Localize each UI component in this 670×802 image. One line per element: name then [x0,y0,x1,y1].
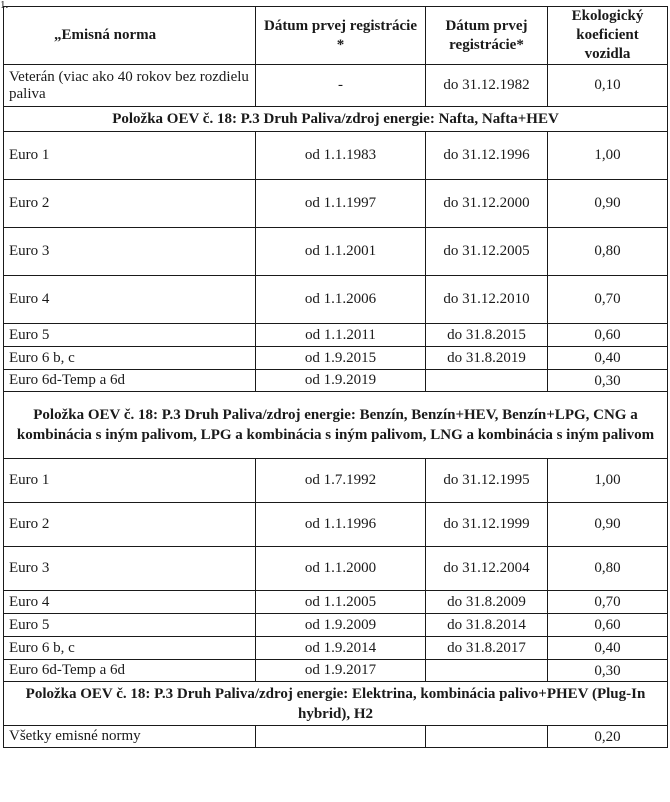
emission-coefficient-table [3,6,668,748]
cell-date-from [256,726,426,748]
cell-coefficient: 0,80 [548,228,668,276]
cell-date-to: do 31.8.2017 [426,637,548,660]
cell-date-from: od 1.9.2014 [256,637,426,660]
table-row [4,503,668,547]
cell-coefficient: 0,40 [548,637,668,660]
corner-mark: 1. [0,0,9,11]
cell-norm: Euro 2 [4,503,256,547]
cell-date-from: - [256,65,426,107]
table-row [4,459,668,503]
cell-coefficient: 0,70 [548,276,668,324]
table-row [4,370,668,392]
cell-date-to: do 31.12.2004 [426,547,548,591]
header-eco-coefficient: Ekologický koeficient vozidla [548,7,668,65]
cell-coefficient: 1,00 [548,459,668,503]
cell-norm: Euro 6 b, c [4,347,256,370]
section-header-diesel [4,107,668,132]
cell-date-from: od 1.1.2011 [256,324,426,347]
table-row [4,614,668,637]
cell-date-to: do 31.8.2019 [426,347,548,370]
cell-date-from: od 1.9.2017 [256,660,426,682]
table-row [4,591,668,614]
cell-date-to: do 31.12.1996 [426,132,548,180]
cell-coefficient: 0,90 [548,180,668,228]
cell-norm: Euro 3 [4,228,256,276]
cell-coefficient: 0,70 [548,591,668,614]
cell-norm: Euro 5 [4,614,256,637]
cell-date-from: od 1.1.1983 [256,132,426,180]
table-row [4,347,668,370]
cell-date-from: od 1.1.1996 [256,503,426,547]
cell-norm: Euro 4 [4,276,256,324]
cell-date-from: od 1.7.1992 [256,459,426,503]
cell-date-to: do 31.12.2000 [426,180,548,228]
cell-norm: Euro 2 [4,180,256,228]
cell-coefficient: 0,30 [548,660,668,682]
cell-date-to: do 31.8.2014 [426,614,548,637]
cell-coefficient: 0,40 [548,347,668,370]
section-title: Položka OEV č. 18: P.3 Druh Paliva/zdroj energie: Elektrina, kombinácia palivo+PHEV (Plug-In hybrid), H2 [4,682,668,726]
cell-norm: Euro 6 b, c [4,637,256,660]
cell-norm: Euro 1 [4,132,256,180]
cell-coefficient: 0,80 [548,547,668,591]
cell-coefficient: 0,60 [548,614,668,637]
cell-norm: Veterán (viac ako 40 rokov bez rozdielu paliva [4,65,256,107]
section-header-petrol [4,392,668,459]
cell-date-from: od 1.9.2019 [256,370,426,392]
cell-date-from: od 1.1.2005 [256,591,426,614]
cell-norm: Euro 5 [4,324,256,347]
cell-norm: Euro 6d-Temp a 6d [4,370,256,392]
cell-date-to: do 31.8.2009 [426,591,548,614]
table-row [4,324,668,347]
header-emission-norm: „Emisná norma [4,7,256,65]
cell-date-to [426,726,548,748]
table-row [4,660,668,682]
cell-date-from: od 1.1.2000 [256,547,426,591]
table-row [4,228,668,276]
cell-date-to: do 31.8.2015 [426,324,548,347]
table-row [4,726,668,748]
header-first-registration-from: Dátum prvej registrácie * [256,7,426,65]
header-row [4,7,668,65]
section-header-electric [4,682,668,726]
cell-date-from: od 1.1.1997 [256,180,426,228]
cell-norm: Euro 4 [4,591,256,614]
cell-date-from: od 1.1.2001 [256,228,426,276]
cell-coefficient: 0,30 [548,370,668,392]
cell-norm: Všetky emisné normy [4,726,256,748]
cell-date-from: od 1.9.2009 [256,614,426,637]
cell-date-to [426,660,548,682]
table-row [4,637,668,660]
section-title: Položka OEV č. 18: P.3 Druh Paliva/zdroj energie: Benzín, Benzín+HEV, Benzín+LPG, CNG a kombinácia s iným palivom, LPG a kombinácia s iným palivom, LNG a kombinácia s iným palivom [4,392,668,459]
table-row [4,276,668,324]
table-row [4,180,668,228]
cell-date-to: do 31.12.1995 [426,459,548,503]
cell-date-from: od 1.9.2015 [256,347,426,370]
cell-norm: Euro 3 [4,547,256,591]
table-row-veteran [4,65,668,107]
cell-date-to [426,370,548,392]
cell-date-to: do 31.12.2010 [426,276,548,324]
cell-coefficient: 0,60 [548,324,668,347]
cell-date-to: do 31.12.2005 [426,228,548,276]
cell-date-to: do 31.12.1982 [426,65,548,107]
cell-date-to: do 31.12.1999 [426,503,548,547]
cell-coefficient: 0,20 [548,726,668,748]
cell-norm: Euro 6d-Temp a 6d [4,660,256,682]
section-title: Položka OEV č. 18: P.3 Druh Paliva/zdroj energie: Nafta, Nafta+HEV [4,107,668,132]
cell-coefficient: 0,90 [548,503,668,547]
cell-coefficient: 0,10 [548,65,668,107]
table-row [4,547,668,591]
table-row [4,132,668,180]
header-first-registration-to: Dátum prvej registrácie* [426,7,548,65]
cell-coefficient: 1,00 [548,132,668,180]
cell-date-from: od 1.1.2006 [256,276,426,324]
cell-norm: Euro 1 [4,459,256,503]
